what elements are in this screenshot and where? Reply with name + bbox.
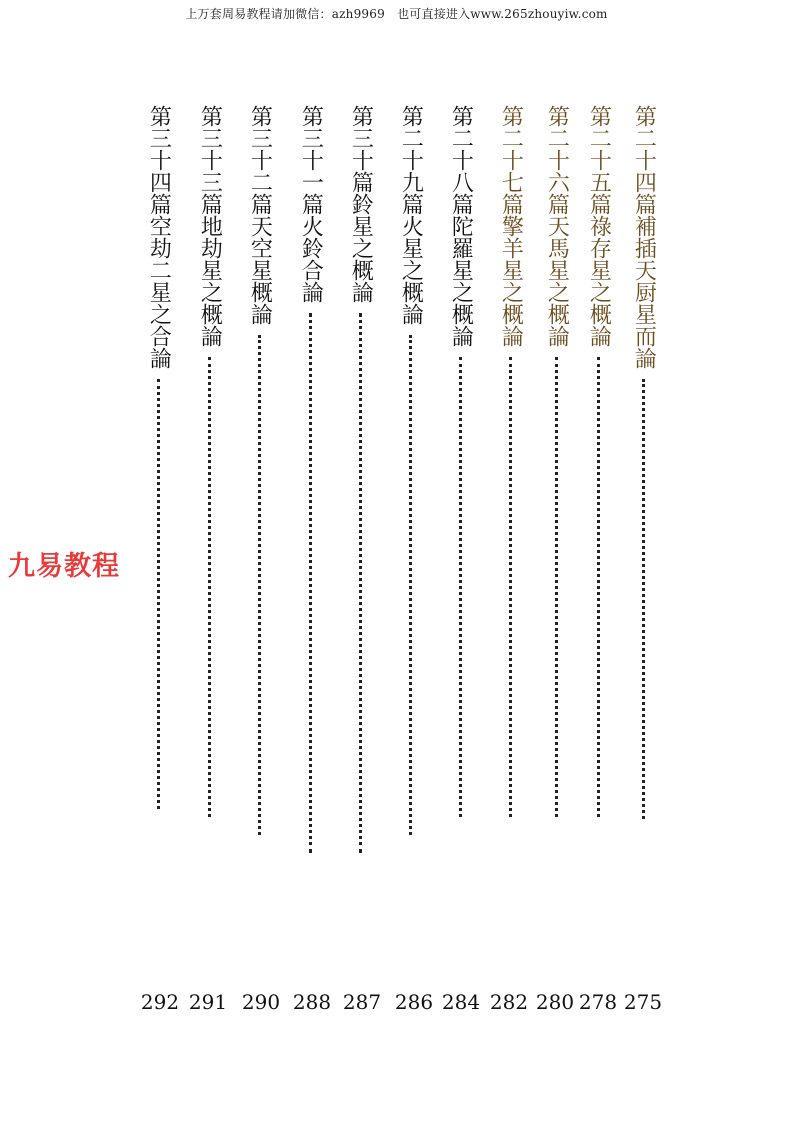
toc-entry-title: 第二十七篇擎羊星之概論	[498, 105, 524, 347]
dot-leader	[555, 357, 558, 817]
page-header: 上万套周易教程请加微信：azh9969 也可直接进入www.265zhouyiw.com	[185, 7, 608, 21]
page-number: 287	[342, 990, 382, 1014]
page-number: 275	[623, 990, 663, 1014]
page-number: 286	[394, 990, 434, 1014]
page-number: 280	[535, 990, 575, 1014]
toc-entry	[338, 105, 382, 853]
toc-entry	[187, 105, 231, 817]
dot-leader	[309, 313, 312, 853]
dot-leader	[157, 379, 160, 809]
dot-leader	[258, 335, 261, 835]
dot-leader	[642, 379, 645, 819]
toc-entry-title: 第三十四篇空劫二星之合論	[146, 105, 172, 369]
dot-leader	[359, 313, 362, 853]
watermark-logo: 九易教程	[8, 551, 120, 582]
toc-entry-title: 第三十篇鈴星之概論	[348, 105, 374, 303]
toc-entry	[136, 105, 180, 809]
toc-entry-title: 第二十四篇補插天厨星而論	[631, 105, 657, 369]
toc-entry-title: 第二十五篇祿存星之概論	[586, 105, 612, 347]
toc-entry	[388, 105, 432, 835]
page-number: 292	[140, 990, 180, 1014]
toc-entry	[288, 105, 332, 853]
page-number: 278	[578, 990, 618, 1014]
dot-leader	[459, 357, 462, 817]
toc-entry-title: 第二十八篇陀羅星之概論	[448, 105, 474, 347]
dot-leader	[597, 357, 600, 817]
dot-leader	[208, 357, 211, 817]
toc-entry	[438, 105, 482, 817]
page-number: 290	[241, 990, 281, 1014]
toc-entry	[237, 105, 281, 835]
page-number: 288	[292, 990, 332, 1014]
page-number: 291	[188, 990, 228, 1014]
toc-entry-title: 第三十二篇天空星概論	[247, 105, 273, 325]
toc-entry-title: 第二十九篇火星之概論	[398, 105, 424, 325]
page-number: 282	[489, 990, 529, 1014]
toc-entry-title: 第二十六篇天馬星之概論	[544, 105, 570, 347]
toc-entry-title: 第三十一篇火鈴合論	[298, 105, 324, 303]
toc-entry	[621, 105, 665, 819]
toc-entry	[488, 105, 532, 817]
toc-entry	[576, 105, 620, 817]
toc-entry-title: 第三十三篇地劫星之概論	[197, 105, 223, 347]
dot-leader	[509, 357, 512, 817]
dot-leader	[409, 335, 412, 835]
page-number: 284	[441, 990, 481, 1014]
toc-entry	[534, 105, 578, 817]
